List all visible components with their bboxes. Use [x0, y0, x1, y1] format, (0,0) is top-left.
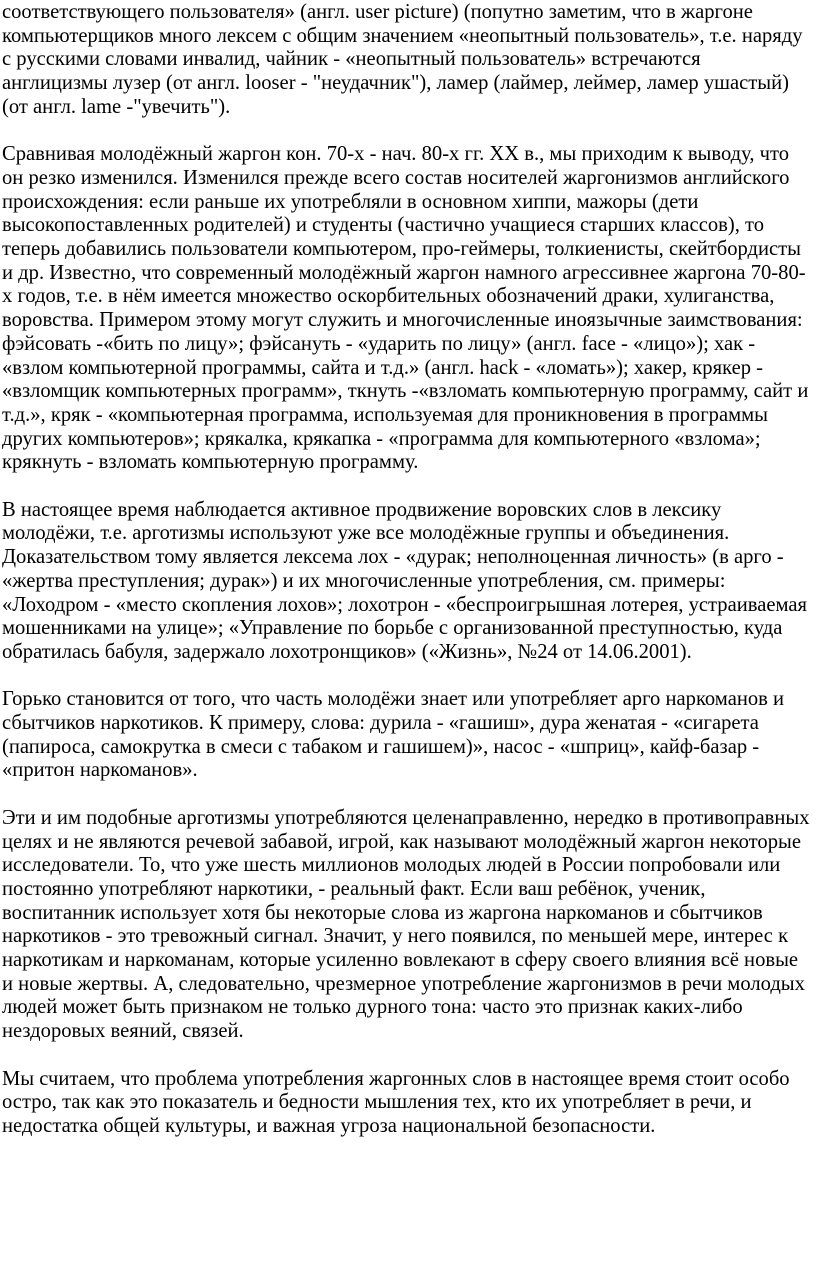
- paragraph-6: Мы считаем, что проблема употребления жаргонных слов в настоящее время стоит особо остро, так как это показатель и бедности мышления тех, кто их употребляет в речи, и недостатка общей культуры, и важная угроза национальной безопасности.: [2, 1067, 790, 1137]
- document-page: [2, 0, 810, 1162]
- paragraph-5: Эти и им подобные арготизмы употребляются целенаправленно, нередко в противоправных целях и не являются речевой забавой, игрой, как называют молодёжный жаргон некоторые исследователи. То, что уже шесть миллионов молодых людей в России попробовали или постоянно употребляют наркотики, - реальный факт. Если ваш ребёнок, ученик, воспитанник использует хотя бы некоторые слова из жаргона наркоманов и сбытчиков наркотиков - это тревожный сигнал. Значит, у него появился, по меньшей мере, интерес к наркотикам и наркоманам, которые усиленно вовлекают в сферу своего влияния всё новые и новые жертвы. А, следовательно, чрезмерное употребление жаргонизмов в речи молодых людей может быть признаком не только дурного тона: часто это признак каких-либо нездоровых веяний, связей.: [2, 806, 810, 1043]
- paragraph-3: В настоящее время наблюдается активное продвижение воровских слов в лексику молодёжи, т.е. арготизмы используют уже все молодёжные группы и объединения. Доказательством тому является лексема лох - «дурак; неполноценная личность» (в арго - «жертва преступления; дурак») и их многочисленные употребления, см. примеры: «Лоходром - «место скопления лохов»; лохотрон - «беспроигрышная лотерея, устраиваемая мошенниками на улице»; «Управление по борьбе с организованной преступностью, куда обратилась бабуля, задержало лохотронщиков» («Жизнь», №24 от 14.06.2001).: [2, 498, 807, 663]
- paragraph-4: Горько становится от того, что часть молодёжи знает или употребляет арго наркоманов и сбытчиков наркотиков. К примеру, слова: дурила - «гашиш», дура женатая - «сигарета (папироса, самокрутка в смеси с табаком и гашишем)», насос - «шприц», кайф-базар - «притон наркоманов».: [2, 688, 785, 782]
- paragraph-2: Сравнивая молодёжный жаргон кон. 70-х - нач. 80-х гг. XX в., мы приходим к выводу, что он резко изменился. Изменился прежде всего состав носителей жаргонизмов английского происхождения: если раньше их употребляли в основном хиппи, мажоры (дети высокопоставленных родителей) и студенты (частично учащиеся старших классов), то теперь добавились пользователи компьютером, про-геймеры, толкиенисты, скейтбордисты и др. Известно, что современный молодёжный жаргон намного агрессивнее жаргона 70-80-х годов, т.е. в нём имеется множество оскорбительных обозначений драки, хулиганства, воровства. Примером этому могут служить и многочисленные иноязычные заимствования: фэйсовать -«бить по лицу»; фэйсануть - «ударить по лицу» (англ. face - «лицо»); хак - «взлом компьютерной программы, сайта и т.д.» (англ. hack - «ломать»); хакер, крякер - «взломщик компьютерных программ», ткнуть -«взломать компьютерную программу, сайт и т.д.», кряк - «компьютерная программа, используемая для проникновения в программы других компьютеров»; крякалка, крякапка - «программа для компьютерного «взлома»; крякнуть - взломать компьютерную программу.: [2, 143, 809, 474]
- paragraph-1: соответствующего пользователя» (англ. user picture) (попутно заметим, что в жаргоне компьютерщиков много лексем с общим значением «неопытный пользователь», т.е. наряду с русскими словами инвалид, чайник - «неопытный пользователь» встречаются англицизмы лузер (от англ. looser - "неудачник"), ламер (лаймер, леймер, ламер ушастый) (от англ. lame -"увечить").: [2, 1, 803, 118]
